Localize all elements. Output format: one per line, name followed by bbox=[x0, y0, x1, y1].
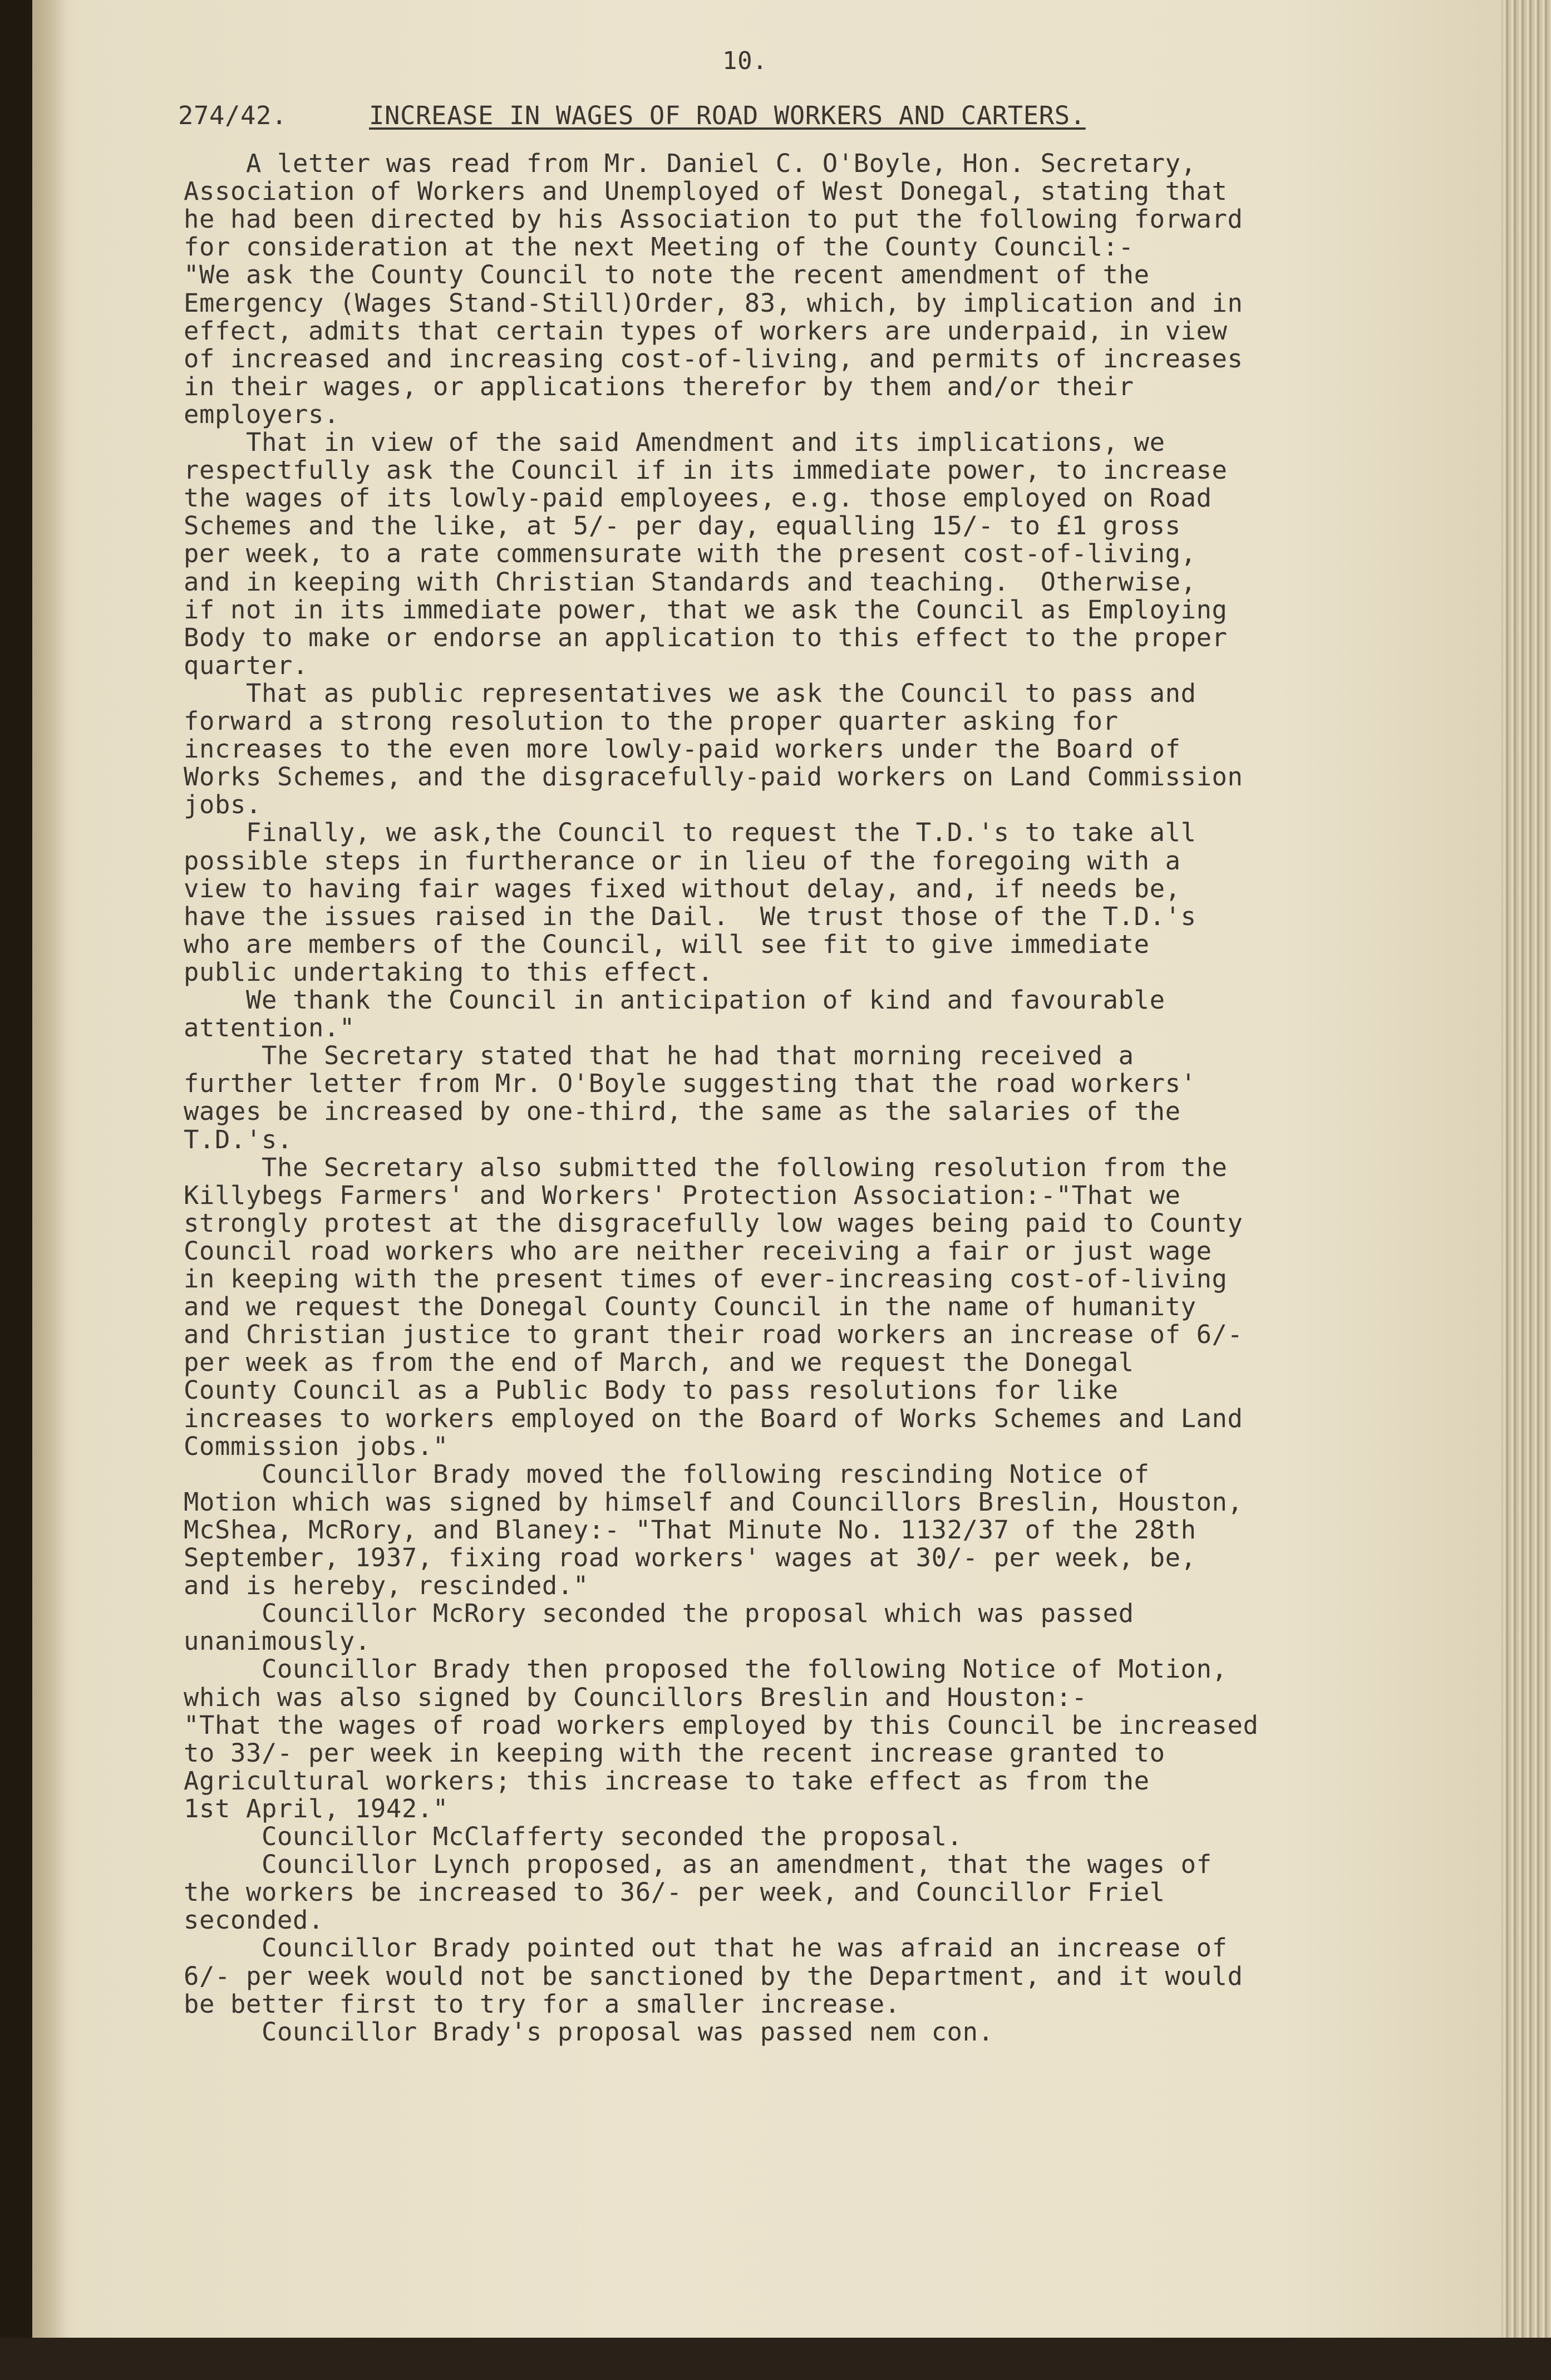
text-line: 1st April, 1942." bbox=[184, 1793, 449, 1823]
text-line: he had been directed by his Association to put the following forward bbox=[184, 204, 1243, 234]
book-binding bbox=[1501, 0, 1551, 2380]
text-line: Councillor McRory seconded the proposal which was passed bbox=[184, 1599, 1134, 1629]
text-line: effect, admits that certain types of workers are underpaid, in view bbox=[184, 316, 1228, 346]
text-line: County Council as a Public Body to pass resolutions for like bbox=[184, 1375, 1119, 1405]
text-line: Association of Workers and Unemployed of West Donegal, stating that bbox=[184, 176, 1228, 206]
text-line: That as public representatives we ask the Council to pass and bbox=[184, 678, 1197, 708]
text-line: Emergency (Wages Stand-Still)Order, 83, which, by implication and in bbox=[184, 288, 1243, 318]
text-line: per week as from the end of March, and we request the Donegal bbox=[184, 1348, 1134, 1378]
text-line: be better first to try for a smaller increase. bbox=[184, 1989, 900, 2019]
text-line: Finally, we ask,the Council to request the T.D.'s to take all bbox=[184, 818, 1197, 848]
scan-bottom-margin bbox=[0, 2338, 1551, 2380]
text-line: "That the wages of road workers employed by this Council be increased bbox=[184, 1710, 1259, 1740]
text-line: per week, to a rate commensurate with the present cost-of-living, bbox=[184, 539, 1197, 569]
text-line: unanimously. bbox=[184, 1626, 371, 1656]
text-line: A letter was read from Mr. Daniel C. O'Boyle, Hon. Secretary, bbox=[184, 149, 1197, 178]
minute-reference: 274/42. bbox=[178, 101, 287, 130]
text-line: further letter from Mr. O'Boyle suggesting that the road workers' bbox=[184, 1069, 1197, 1099]
text-line: September, 1937, fixing road workers' wages at 30/- per week, be, bbox=[184, 1543, 1197, 1572]
text-line: which was also signed by Councillors Breslin and Houston:- bbox=[184, 1682, 1087, 1712]
text-line: Motion which was signed by himself and Councillors Breslin, Houston, bbox=[184, 1487, 1243, 1517]
text-line: jobs. bbox=[184, 790, 262, 820]
text-line: Councillor Lynch proposed, as an amendment, that the wages of bbox=[184, 1850, 1212, 1880]
text-line: Works Schemes, and the disgracefully-paid workers on Land Commission bbox=[184, 762, 1243, 792]
text-line: "We ask the County Council to note the recent amendment of the bbox=[184, 260, 1150, 290]
text-line: 6/- per week would not be sanctioned by the Department, and it would bbox=[184, 1961, 1243, 1991]
text-line: seconded. bbox=[184, 1905, 324, 1935]
text-line: the wages of its lowly-paid employees, e.g. those employed on Road bbox=[184, 483, 1212, 513]
text-line: Councillor Brady then proposed the following Notice of Motion, bbox=[184, 1654, 1228, 1684]
text-line: strongly protest at the disgracefully low wages being paid to County bbox=[184, 1208, 1243, 1238]
text-line: wages be increased by one-third, the same as the salaries of the bbox=[184, 1096, 1181, 1127]
text-line: Council road workers who are neither receiving a fair or just wage bbox=[184, 1236, 1212, 1266]
text-line: The Secretary stated that he had that morning received a bbox=[184, 1041, 1134, 1071]
text-line: in their wages, or applications therefor by them and/or their bbox=[184, 371, 1134, 401]
text-line: Commission jobs." bbox=[184, 1431, 449, 1461]
text-line: McShea, McRory, and Blaney:- "That Minute No. 1132/37 of the 28th bbox=[184, 1514, 1197, 1545]
text-line: of increased and increasing cost-of-living, and permits of increases bbox=[184, 343, 1243, 373]
text-line: T.D.'s. bbox=[184, 1124, 293, 1154]
document-page bbox=[32, 0, 1501, 2338]
text-line: the workers be increased to 36/- per week, and Councillor Friel bbox=[184, 1877, 1165, 1907]
text-line: Schemes and the like, at 5/- per day, equalling 15/- to £1 gross bbox=[184, 511, 1181, 541]
text-line: in keeping with the present times of ever-increasing cost-of-living bbox=[184, 1264, 1228, 1294]
text-line: possible steps in furtherance or in lieu of the foregoing with a bbox=[184, 845, 1181, 876]
text-line: Councillor Brady pointed out that he was afraid an increase of bbox=[184, 1933, 1228, 1963]
text-line: increases to the even more lowly-paid workers under the Board of bbox=[184, 734, 1181, 764]
text-line: Councillor Brady's proposal was passed nem con. bbox=[184, 2017, 994, 2047]
page-number: 10. bbox=[722, 47, 768, 75]
text-line: who are members of the Council, will see fit to give immediate bbox=[184, 929, 1150, 959]
text-line: Councillor McClafferty seconded the proposal. bbox=[184, 1822, 963, 1851]
text-line: Councillor Brady moved the following rescinding Notice of bbox=[184, 1459, 1150, 1489]
text-line: for consideration at the next Meeting of the County Council:- bbox=[184, 232, 1134, 262]
text-line: Body to make or endorse an application to this effect to the proper bbox=[184, 622, 1228, 652]
text-line: increases to workers employed on the Board of Works Schemes and Land bbox=[184, 1403, 1243, 1433]
text-line: if not in its immediate power, that we ask the Council as Employing bbox=[184, 594, 1228, 624]
text-line: have the issues raised in the Dail. We trust those of the T.D.'s bbox=[184, 901, 1197, 931]
text-line: public undertaking to this effect. bbox=[184, 957, 713, 987]
text-line: and we request the Donegal County Council in the name of humanity bbox=[184, 1292, 1197, 1322]
text-line: We thank the Council in anticipation of kind and favourable bbox=[184, 985, 1165, 1015]
text-line: view to having fair wages fixed without delay, and, if needs be, bbox=[184, 873, 1181, 903]
text-line: and in keeping with Christian Standards and teaching. Otherwise, bbox=[184, 567, 1197, 597]
text-line: The Secretary also submitted the following resolution from the bbox=[184, 1152, 1228, 1182]
section-heading: INCREASE IN WAGES OF ROAD WORKERS AND CARTERS. bbox=[369, 101, 1086, 130]
text-line: quarter. bbox=[184, 650, 308, 680]
text-line: attention." bbox=[184, 1013, 355, 1043]
text-line: That in view of the said Amendment and its implications, we bbox=[184, 427, 1165, 457]
text-line: and Christian justice to grant their road workers an increase of 6/- bbox=[184, 1320, 1243, 1350]
text-line: and is hereby, rescinded." bbox=[184, 1571, 589, 1601]
text-line: to 33/- per week in keeping with the recent increase granted to bbox=[184, 1738, 1165, 1768]
text-line: forward a strong resolution to the proper quarter asking for bbox=[184, 706, 1119, 736]
text-line: Agricultural workers; this increase to take effect as from the bbox=[184, 1766, 1150, 1796]
text-line: Killybegs Farmers' and Workers' Protection Association:-"That we bbox=[184, 1180, 1181, 1210]
text-line: employers. bbox=[184, 399, 339, 429]
minutes-text bbox=[32, 0, 1501, 2338]
text-line: respectfully ask the Council if in its immediate power, to increase bbox=[184, 455, 1228, 485]
